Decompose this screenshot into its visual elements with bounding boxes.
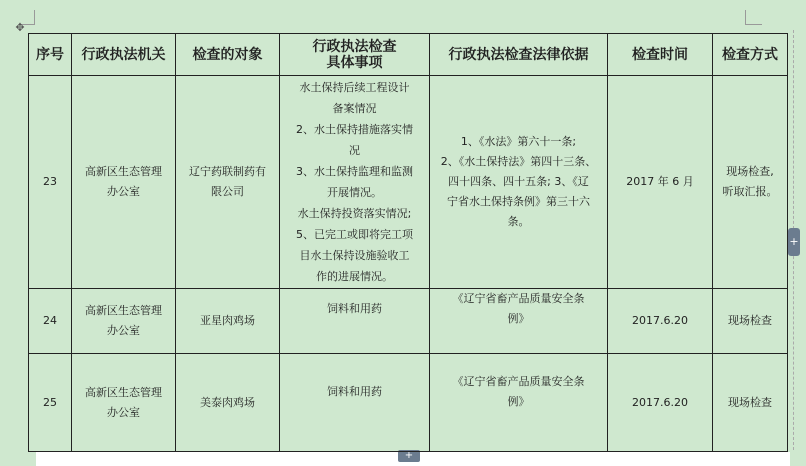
cell-no: 25 [29, 354, 72, 452]
cell-agency [72, 289, 176, 354]
cell-line: 例》 [507, 312, 530, 325]
header-method: 检查方式 [713, 34, 788, 76]
cell-target: 亚星肉鸡场 [176, 289, 280, 354]
cell-items [280, 76, 430, 289]
cell-line: 况 [349, 144, 360, 157]
cell-no: 24 [29, 289, 72, 354]
add-column-icon[interactable]: + [788, 228, 800, 256]
cell-line: 作的进展情况。 [316, 270, 393, 283]
table-move-icon[interactable]: ✥ [15, 21, 25, 34]
cell-target: 美泰肉鸡场 [176, 354, 280, 452]
cell-line: 水土保持后续工程设计 [299, 81, 410, 94]
cell-method: 现场检查 [713, 289, 788, 354]
cell-line: 水土保持投资落实情况; [297, 207, 412, 220]
add-row-icon[interactable]: + [398, 450, 420, 462]
page-corner-mark-right [745, 10, 762, 25]
cell-items: 饲料和用药 [280, 289, 430, 354]
cell-basis [430, 289, 608, 354]
cell-line: 开展情况。 [327, 186, 382, 199]
cell-line: 高新区生态管理 [85, 385, 162, 399]
cell-line: 宁省水土保持条例》第三十六 [447, 195, 590, 208]
header-target: 检查的对象 [176, 34, 280, 76]
cell-agency [72, 76, 176, 289]
table-row [29, 76, 788, 289]
cell-line: 1、《水法》第六十一条; [460, 135, 577, 148]
cell-line: 现场检查, [726, 165, 774, 178]
cell-line: 目水土保持设施验收工 [299, 249, 410, 262]
cell-line: 办公室 [107, 405, 140, 419]
cell-target [176, 76, 280, 289]
cell-date: 2017 年 6 月 [608, 76, 713, 289]
cell-line: 例》 [507, 395, 530, 408]
cell-line: 2、《水土保持法》第四十三条、 [440, 155, 597, 168]
cell-basis [430, 76, 608, 289]
cell-date: 2017.6.20 [608, 354, 713, 452]
header-row [29, 34, 788, 76]
cell-line: 《辽宁省畜产品质量安全条 [452, 375, 585, 388]
table-row [29, 289, 788, 354]
cell-line: 办公室 [107, 185, 140, 198]
cell-items: 饲料和用药 [280, 354, 430, 452]
cell-line: 备案情况 [332, 102, 377, 115]
cell-method [713, 76, 788, 289]
cell-line: 3、水土保持监理和监测 [296, 165, 413, 178]
header-basis: 行政执法检查法律依据 [430, 34, 608, 76]
cell-line: 2、水土保持措施落实情 [296, 123, 413, 136]
cell-no: 23 [29, 76, 72, 289]
cell-line: 辽宁药联制药有 [189, 165, 266, 178]
cell-line: 高新区生态管理 [85, 304, 162, 317]
cell-line: 四十四条、四十五条; 3、《辽 [448, 175, 589, 188]
cell-date: 2017.6.20 [608, 289, 713, 354]
table-row [29, 354, 788, 452]
cell-line: 限公司 [211, 185, 244, 198]
cell-line: 听取汇报。 [722, 185, 778, 198]
header-date: 检查时间 [608, 34, 713, 76]
cell-basis [430, 354, 608, 452]
header-no: 序号 [29, 34, 72, 76]
cell-method: 现场检查 [713, 354, 788, 452]
cell-agency [72, 354, 176, 452]
cell-line: 条。 [507, 215, 530, 228]
header-items [280, 34, 430, 76]
cell-line: 办公室 [107, 324, 140, 337]
enforcement-table [28, 33, 788, 452]
header-items-line: 行政执法检查 [312, 38, 397, 55]
cell-line: 《辽宁省畜产品质量安全条 [452, 292, 585, 305]
cell-line: 5、已完工或即将完工项 [296, 228, 413, 241]
cell-line: 高新区生态管理 [85, 165, 162, 178]
header-items-line: 具体事项 [326, 54, 383, 71]
header-agency: 行政执法机关 [72, 34, 176, 76]
